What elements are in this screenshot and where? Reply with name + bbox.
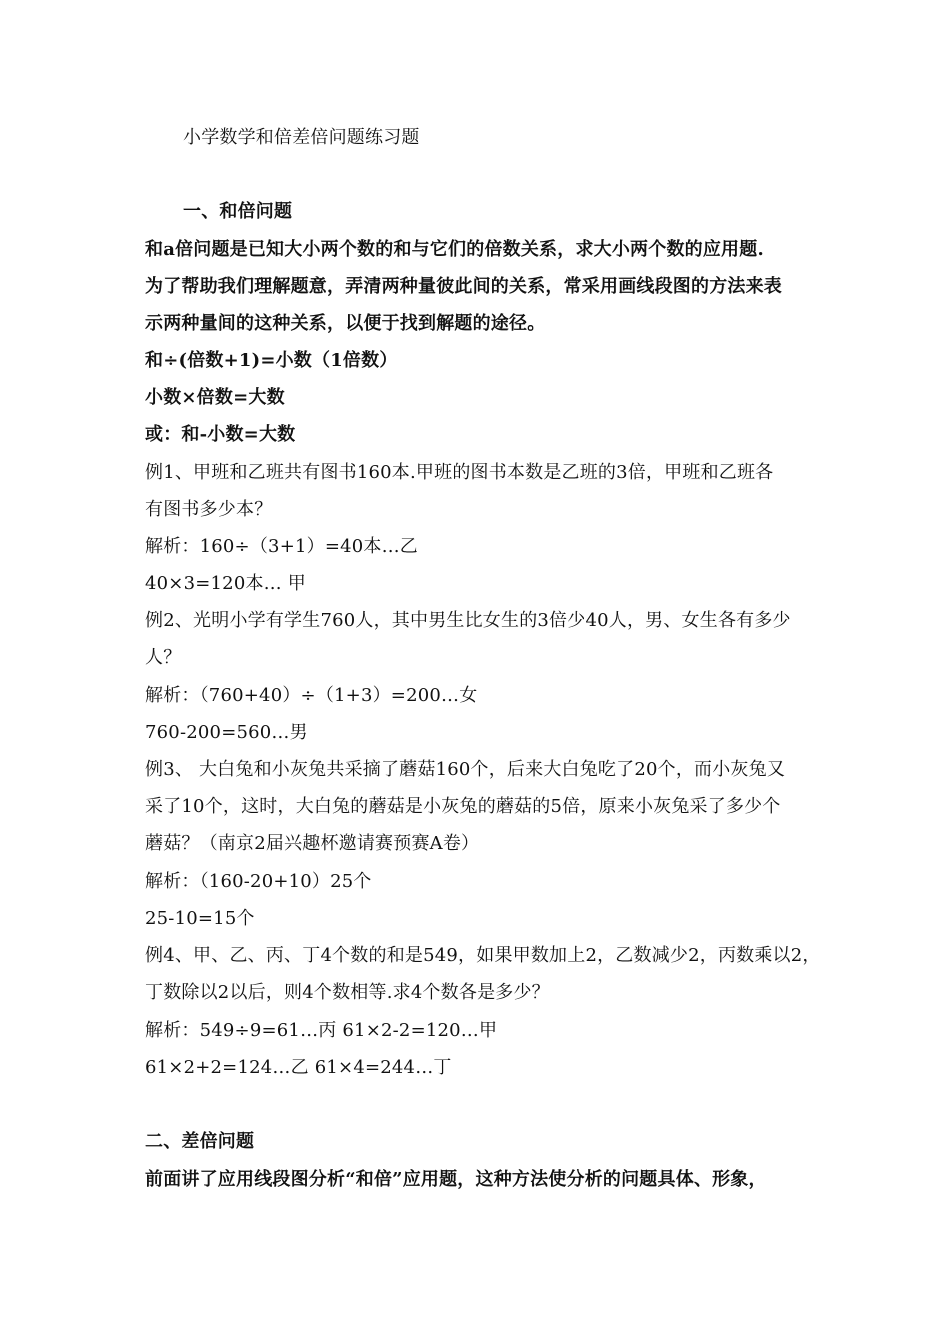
document-title: 小学数学和倍差倍问题练习题 [183,127,420,148]
intro-line: 为了帮助我们理解题意，弄清两种量彼此间的关系，常采用画线段图的方法来表 [145,276,782,297]
example-question-line: 蘑菇？（南京2届兴趣杯邀请赛预赛A卷） [145,833,480,854]
example-solution-line: 解析：160÷（3+1）=40本…乙 [145,536,419,557]
example-solution-line: 解析：549÷9=61…丙 61×2-2=120…甲 [145,1020,498,1041]
intro-line: 和a倍问题是已知大小两个数的和与它们的倍数关系，求大小两个数的应用题. [145,239,764,260]
intro-line: 示两种量间的这种关系，以便于找到解题的途径。 [145,313,546,334]
example-question-line: 人？ [145,647,182,668]
section-heading-difference-multiple: 二、差倍问题 [145,1131,255,1152]
example-solution-line: 760-200=560…男 [145,722,308,743]
formula-line: 或：和-小数=大数 [145,424,296,445]
example-solution-line: 25-10=15个 [145,908,255,929]
example-solution-line: 解析：（760+40）÷（1+3）=200…女 [145,685,478,706]
section-heading-sum-multiple: 一、和倍问题 [183,201,293,222]
example-solution-line: 解析：（160-20+10）25个 [145,871,372,892]
example-question-line: 丁数除以2以后，则4个数相等.求4个数各是多少？ [145,982,550,1003]
example-question-line: 例4、甲、乙、丙、丁4个数的和是549，如果甲数加上2，乙数减少2，丙数乘以2， [145,945,821,966]
example-solution-line: 61×2+2=124…乙 61×4=244…丁 [145,1057,452,1078]
formula-line: 和÷(倍数+1)=小数（1倍数） [145,350,398,371]
example-question-line: 采了10个，这时，大白兔的蘑菇是小灰兔的蘑菇的5倍，原来小灰兔采了多少个 [145,796,781,817]
example-question-line: 例2、光明小学有学生760人，其中男生比女生的3倍少40人，男、女生各有多少 [145,610,791,631]
example-solution-line: 40×3=120本… 甲 [145,573,306,594]
example-question-line: 例3、 大白兔和小灰兔共采摘了蘑菇160个，后来大白兔吃了20个，而小灰兔又 [145,759,786,780]
formula-line: 小数×倍数=大数 [145,387,285,408]
intro-line: 前面讲了应用线段图分析“和倍”应用题，这种方法使分析的问题具体、形象， [145,1169,767,1190]
example-question-line: 有图书多少本？ [145,499,273,520]
example-question-line: 例1、甲班和乙班共有图书160本.甲班的图书本数是乙班的3倍，甲班和乙班各 [145,462,774,483]
